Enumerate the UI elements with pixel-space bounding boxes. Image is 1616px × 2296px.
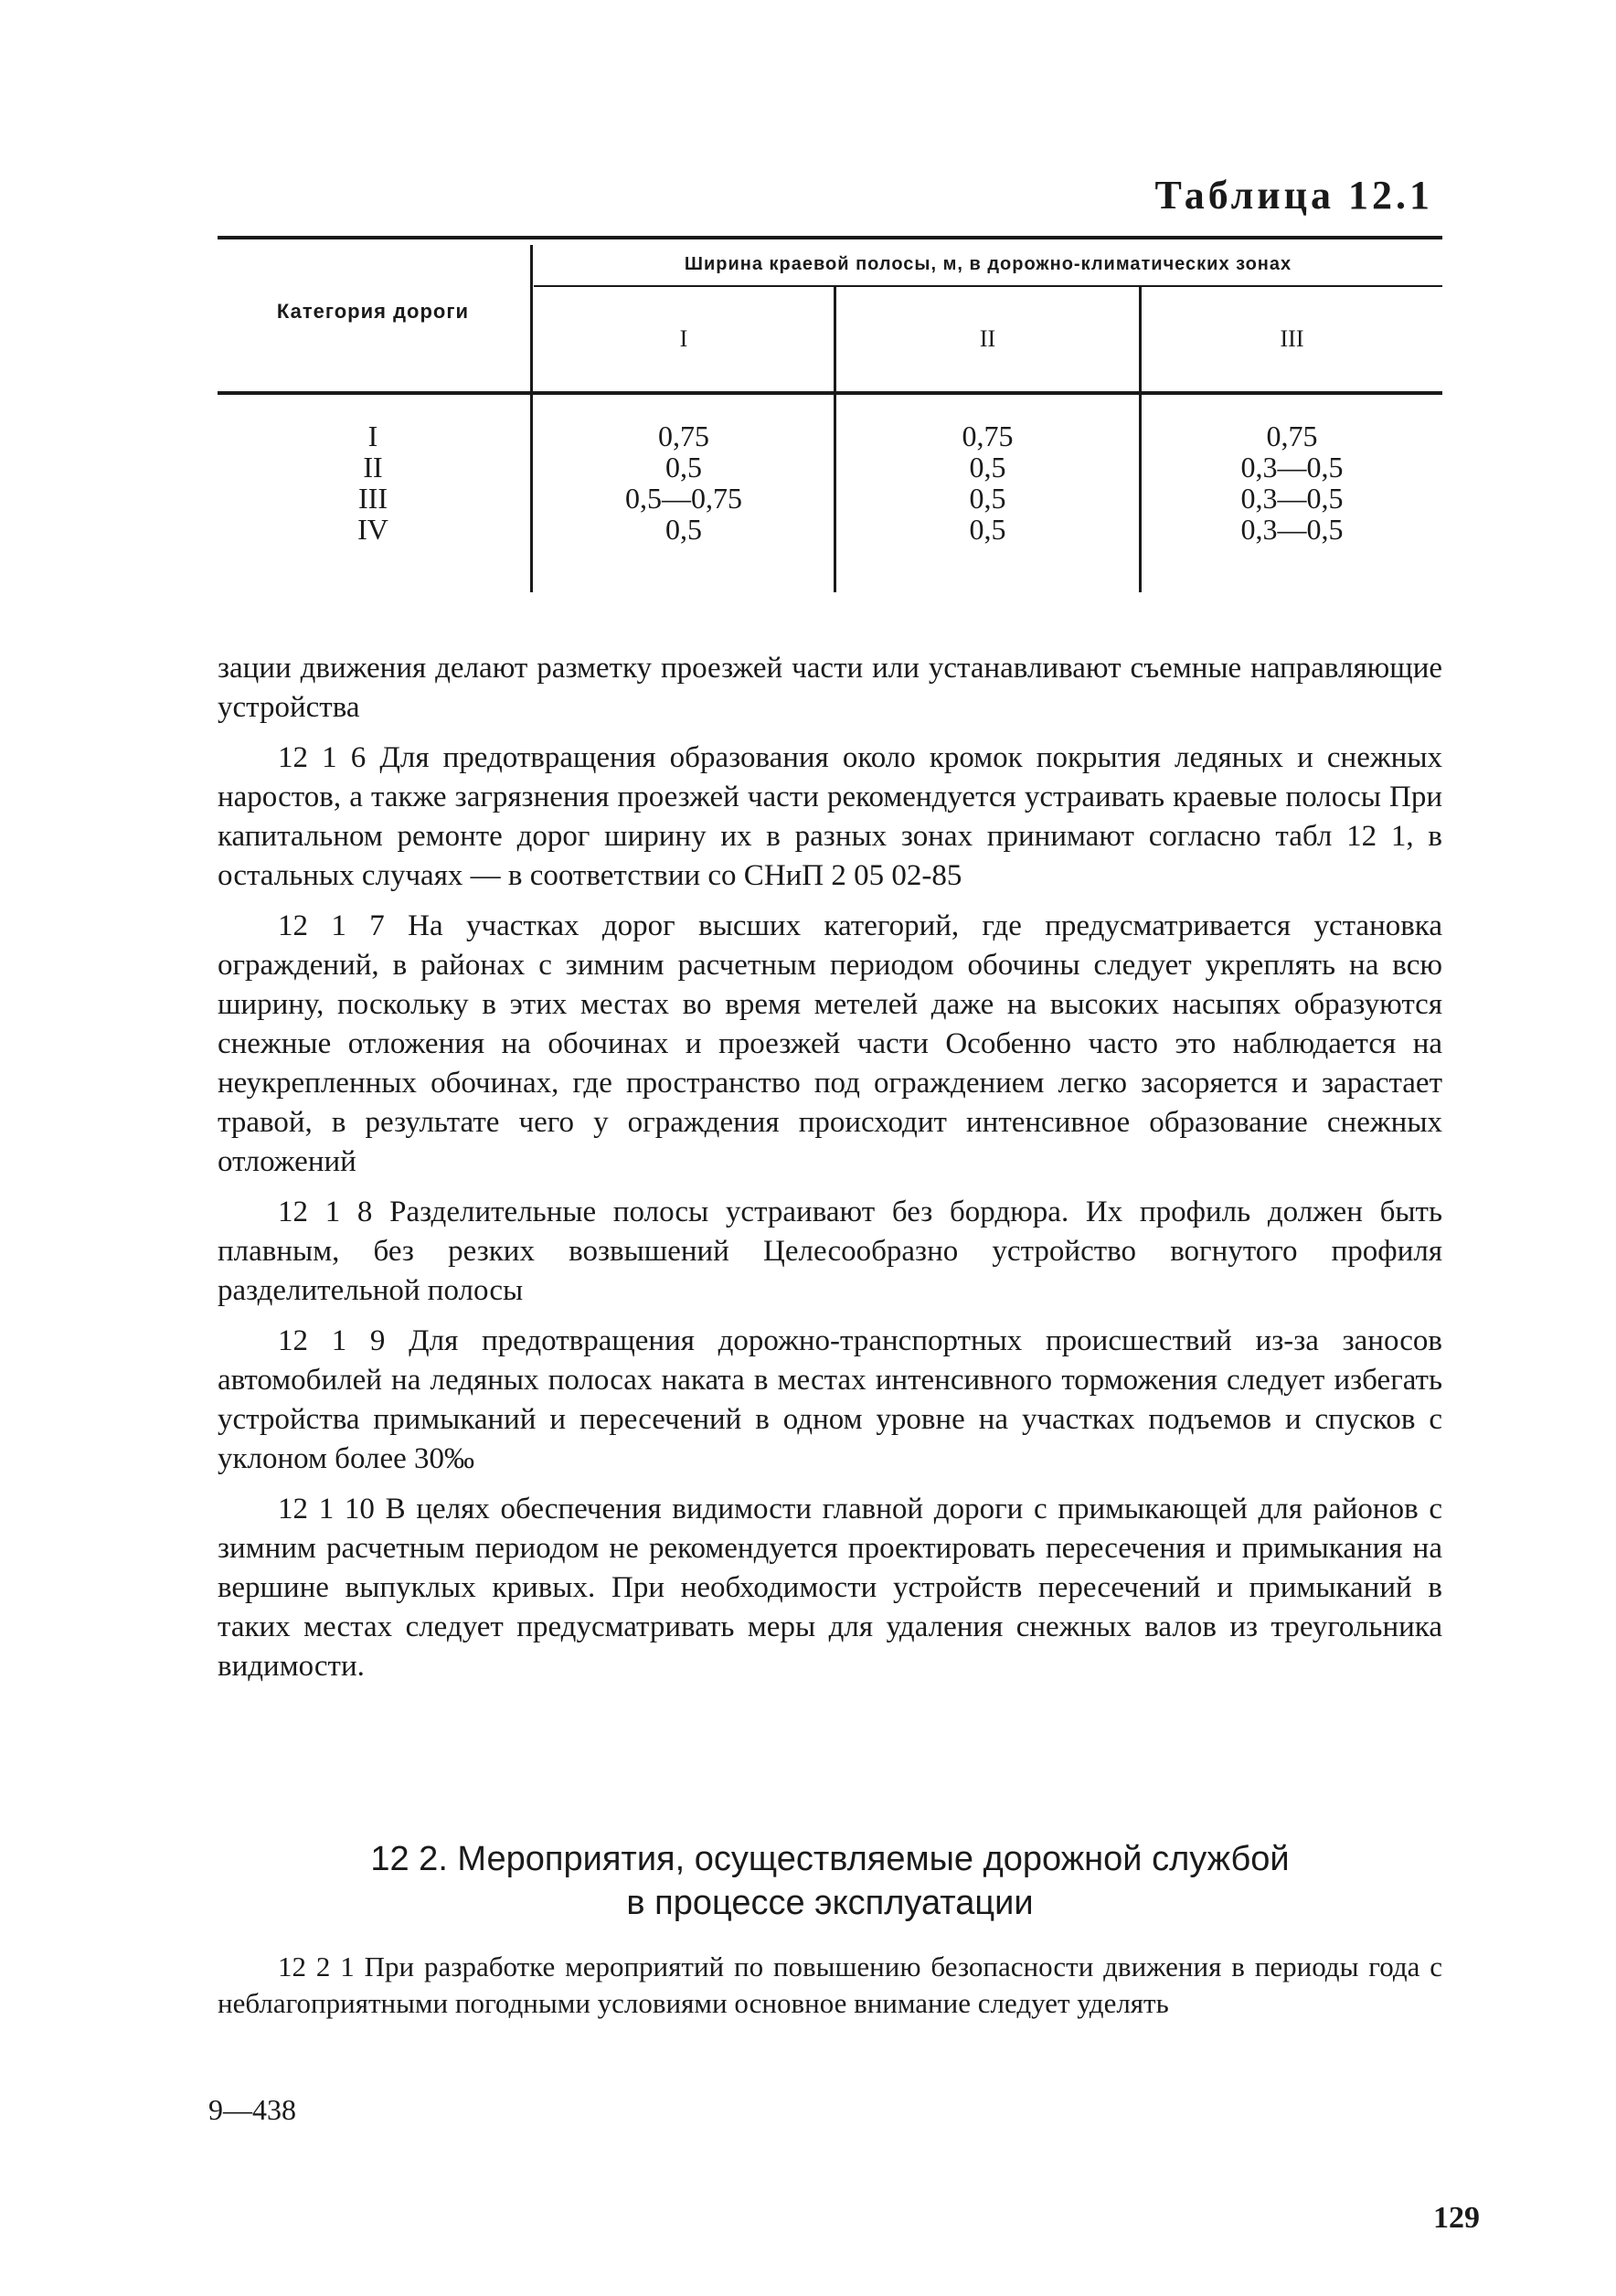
page-number: 129 [1433, 2201, 1480, 2235]
zone-header: II [979, 325, 996, 352]
table-cell: 0,3—0,5 [1240, 513, 1344, 546]
section-heading-line: в процессе эксплуатации [626, 1884, 1034, 1922]
paragraph-12-1-9: 12 1 9 Для предотвращения дорожно-транспортных происшествий из-за заносов автомобилей на ледяных полосах наката в местах интенсивного торможения следует избегать устройства примыканий и пересечений в одном уровне на участках подъемов и спусков с уклоном более 30‰ [218, 1324, 1442, 1475]
table-cell: 0,5 [969, 513, 1006, 546]
table-cell: 0,75 [962, 420, 1014, 452]
body-text [218, 649, 1442, 1697]
table-group-rule [534, 285, 1442, 287]
header-category: Категория дороги [276, 300, 470, 323]
table-top-rule [218, 236, 1442, 239]
category-cell: III [358, 482, 388, 515]
paragraph-12-1-8: 12 1 8 Разделительные полосы устраивают без бордюра. Их профиль должен быть плавным, без резких возвышений Целесообразно устройство вогнутого профиля разделительной полосы [218, 1196, 1442, 1307]
section-heading-line: 12 2. Мероприятия, осуществляемые дорожной службой [370, 1840, 1290, 1878]
zone-header: III [1280, 325, 1304, 352]
printer-signature: 9—438 [208, 2093, 296, 2126]
table-cell: 0,5 [969, 482, 1006, 515]
category-cell: I [367, 420, 378, 452]
paragraph-12-1-6: 12 1 6 Для предотвращения образования около кромок покрытия ледяных и снежных наростов, а также загрязнения проезжей части рекомендуется устраивать краевые полосы При капитальном ремонте дорог ширину их в разных зонах принимают согласно табл 12 1, в остальных случаях — в соответствии со СНиП 2 05 02-85 [218, 741, 1442, 892]
category-column [218, 420, 528, 545]
category-cell: II [363, 451, 383, 484]
zone-2-column [836, 420, 1139, 545]
table-header-rule [218, 391, 1442, 395]
paragraph: зации движения делают разметку проезжей части или устанавливают съемные направляющие устройства [218, 652, 1442, 724]
table-cell: 0,3—0,5 [1240, 451, 1344, 484]
table-cell: 0,5 [665, 451, 702, 484]
data-table [218, 236, 1442, 592]
table-cell: 0,75 [1266, 420, 1318, 452]
table-cell: 0,5 [665, 513, 702, 546]
zone-3-column [1142, 420, 1442, 545]
section-heading [218, 1837, 1442, 1925]
table-cell: 0,75 [658, 420, 709, 452]
table-cell: 0,5 [969, 451, 1006, 484]
table-cell: 0,5—0,75 [625, 482, 742, 515]
table-col-divider [530, 245, 533, 592]
paragraph-12-1-10: 12 1 10 В целях обеспечения видимости главной дороги с примыкающей для районов с зимним расчетным периодом не рекомендуется проектировать пересечения и примыкания на вершине выпуклых кривых. При необходимости устройств пересечений и примыканий в таких местах следует предусматривать меры для удаления снежных валов из треугольника видимости. [218, 1493, 1442, 1683]
table-label: Таблица 12.1 [1154, 173, 1433, 218]
header-width-group: Ширина краевой полосы, м, в дорожно-климатических зонах [684, 254, 1292, 274]
zone-1-column [534, 420, 834, 545]
zone-header: I [679, 325, 688, 352]
paragraph-12-2-1: 12 2 1 При разработке мероприятий по повышению безопасности движения в периоды года с неблагоприятными погодными условиями основное внимание следует уделять [218, 1951, 1442, 2019]
table-cell: 0,3—0,5 [1240, 482, 1344, 515]
paragraph-12-1-7: 12 1 7 На участках дорог высших категорий, где предусматривается установка ограждений, в районах с зимним расчетным периодом обочины следует укреплять на всю ширину, поскольку в этих местах во время метелей даже на высоких насыпях образуются снежные отложения на обочинах и проезжей части Особенно часто это наблюдается на неукрепленных обочинах, где пространство под ограждением легко засоряется и зарастает травой, в результате чего у ограждения происходит интенсивное образование снежных отложений [218, 909, 1442, 1178]
category-cell: IV [357, 513, 388, 546]
